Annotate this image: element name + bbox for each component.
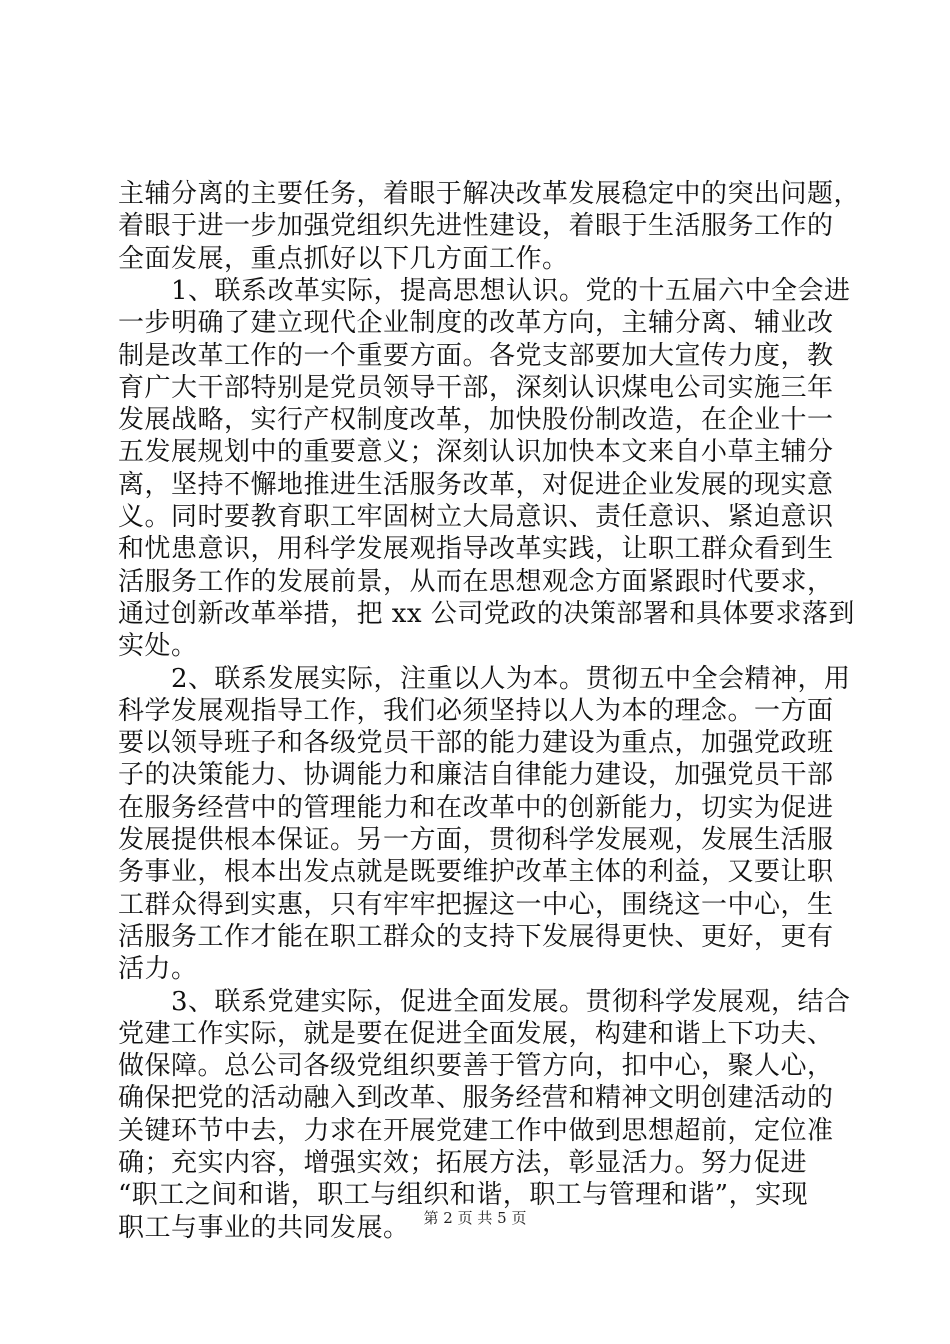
text-line: 活力。 bbox=[118, 954, 198, 985]
text-line: 做保障。总公司各级党组织要善于管方向，扣中心，聚人心， bbox=[118, 1051, 834, 1082]
text-line: 3、联系党建实际，促进全面发展。贯彻科学发展观，结合 bbox=[118, 986, 851, 1017]
text-line: 五发展规划中的重要意义；深刻认识加快本文来自小草主辅分 bbox=[118, 437, 834, 468]
text-line: 要以领导班子和各级党员干部的能力建设为重点，加强党政班 bbox=[118, 728, 834, 759]
text-line: 和忧患意识，用科学发展观指导改革实践，让职工群众看到生 bbox=[118, 534, 834, 565]
text-line: 2、联系发展实际，注重以人为本。贯彻五中全会精神，用 bbox=[118, 663, 851, 694]
text-line: 通过创新改革举措，把 xx 公司党政的决策部署和具体要求落到 bbox=[118, 598, 855, 629]
text-line: 科学发展观指导工作，我们必须坚持以人为本的理念。一方面 bbox=[118, 695, 834, 726]
text-line: 1、联系改革实际，提高思想认识。党的十五届六中全会进 bbox=[118, 275, 851, 306]
text-line: “职工之间和谐，职工与组织和谐，职工与管理和谐”，实现 bbox=[118, 1180, 809, 1211]
text-line: 实处。 bbox=[118, 631, 198, 662]
text-line: 确；充实内容，增强实效；拓展方法，彰显活力。努力促进 bbox=[118, 1148, 808, 1178]
text-line: 确保把党的活动融入到改革、服务经营和精神文明创建活动的 bbox=[118, 1083, 834, 1114]
text-line: 发展提供根本保证。另一方面，贯彻科学发展观，发展生活服 bbox=[118, 825, 834, 855]
text-line: 发展战略，实行产权制度改革，加快股份制改造，在企业十一 bbox=[118, 405, 834, 436]
text-line: 着眼于进一步加强党组织先进性建设，着眼于生活服务工作的 bbox=[118, 211, 834, 242]
text-line: 一步明确了建立现代企业制度的改革方向，主辅分离、辅业改 bbox=[118, 308, 834, 339]
text-line: 主辅分离的主要任务，着眼于解决改革发展稳定中的突出问题， bbox=[118, 179, 861, 209]
text-line: 育广大干部特别是党员领导干部，深刻认识煤电公司实施三年 bbox=[118, 372, 834, 403]
text-line: 务事业，根本出发点就是既要维护改革主体的利益，又要让职 bbox=[118, 857, 834, 888]
text-line: 工群众得到实惠，只有牢牢把握这一中心，围绕这一中心，生 bbox=[118, 889, 834, 920]
page-footer: 第 2 页 共 5 页 bbox=[423, 1209, 527, 1227]
text-line: 义。同时要教育职工牢固树立大局意识、责任意识、紧迫意识 bbox=[118, 502, 834, 532]
text-line: 在服务经营中的管理能力和在改革中的创新能力，切实为促进 bbox=[118, 792, 834, 823]
text-line: 离，坚持不懈地推进生活服务改革，对促进企业发展的现实意 bbox=[118, 469, 834, 500]
text-line: 全面发展，重点抓好以下几方面工作。 bbox=[118, 243, 569, 274]
text-line: 制是改革工作的一个重要方面。各党支部要加大宣传力度，教 bbox=[118, 340, 834, 371]
text-line: 活服务工作才能在职工群众的支持下发展得更快、更好，更有 bbox=[118, 921, 834, 952]
text-line: 关键环节中去，力求在开展党建工作中做到思想超前，定位准 bbox=[118, 1115, 834, 1146]
text-line: 子的决策能力、协调能力和廉洁自律能力建设，加强党员干部 bbox=[118, 760, 834, 791]
text-line: 党建工作实际，就是要在促进全面发展，构建和谐上下功夫、 bbox=[118, 1018, 834, 1049]
text-line: 职工与事业的共同发展。 bbox=[118, 1212, 410, 1243]
text-line: 活服务工作的发展前景，从而在思想观念方面紧跟时代要求， bbox=[118, 566, 834, 597]
